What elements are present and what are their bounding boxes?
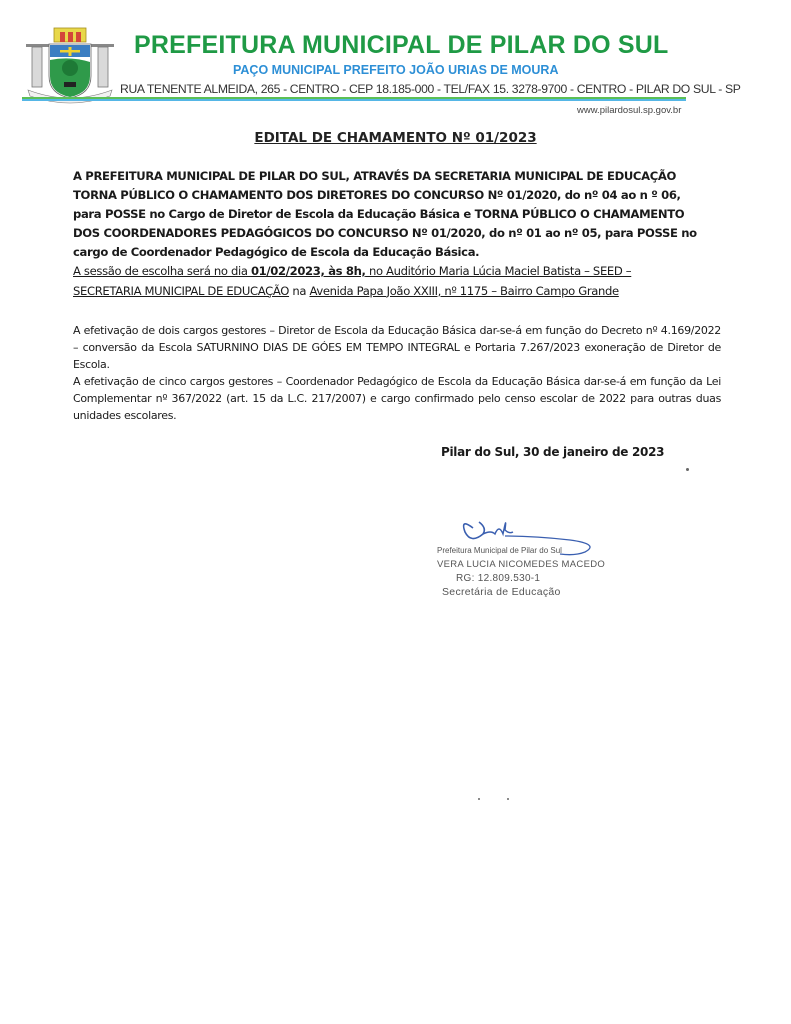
website-link[interactable]: www.pilardosul.sp.gov.br: [577, 105, 682, 116]
intro-line: para POSSE no Cargo de Diretor de Escola da Educação Básica e TORNA PÚBLICO O CHAMAMENTO: [73, 207, 685, 221]
paragraph-coordinators: A efetivação de cinco cargos gestores – Coordenador Pedagógico de Escola da Educação Básica dar-se-á em função da Lei Complementar nº 367/2022 (art. 15 da L.C. 217/2007) e cargo confirmado pelo censo escolar de 2022 para outras duas unidades escolares.: [73, 375, 721, 422]
document-title: EDITAL DE CHAMAMENTO Nº 01/2023: [254, 130, 537, 146]
session-line-1: [73, 262, 721, 282]
session-address: Avenida Papa João XXIII, nº 1175 – Bairro Campo Grande: [309, 283, 619, 298]
stamp-role: Secretária de Educação: [442, 586, 561, 598]
session-venue: no Auditório Maria Lúcia Maciel Batista – SEED –: [365, 264, 632, 278]
header-divider-blue: [22, 99, 686, 101]
session-info: [73, 262, 721, 301]
session-text: A sessão de escolha será no dia: [73, 264, 251, 278]
intro-line: TORNA PÚBLICO O CHAMAMENTO DOS DIRETORES DO CONCURSO Nº 01/2020, do nº 04 ao n º 06,: [73, 188, 681, 202]
stamp-rg: RG: 12.809.530-1: [456, 573, 541, 584]
announcement-intro: [73, 167, 721, 262]
session-secretariat: SECRETARIA MUNICIPAL DE EDUCAÇÃO: [73, 283, 290, 298]
scan-speck: [507, 798, 509, 800]
municipality-title: PREFEITURA MUNICIPAL DE PILAR DO SUL: [134, 31, 669, 59]
stamp-institution: Prefeitura Municipal de Pilar do Sul: [437, 546, 562, 555]
coat-of-arms-icon: [24, 26, 116, 104]
stamp-signatory-name: VERA LUCIA NICOMEDES MACEDO: [437, 559, 606, 570]
intro-line: cargo de Coordenador Pedagógico de Escola da Educação Básica.: [73, 245, 480, 259]
paragraph-directors: A efetivação de dois cargos gestores – Diretor de Escola da Educação Básica dar-se-á em função do Decreto nº 4.169/2022 – conversão da Escola SATURNINO DIAS DE GÓES EM TEMPO INTEGRAL e Portaria 7.267/2023 exoneração de Diretor de Escola.: [73, 324, 721, 371]
body-paragraphs: [73, 322, 721, 424]
intro-line: A PREFEITURA MUNICIPAL DE PILAR DO SUL, ATRAVÉS DA SECRETARIA MUNICIPAL DE EDUCAÇÃO: [73, 169, 676, 183]
scan-speck: [478, 798, 480, 800]
scan-speck: [686, 468, 689, 471]
session-line-2: [73, 282, 721, 302]
place-and-date: Pilar do Sul, 30 de janeiro de 2023: [441, 445, 665, 459]
session-datetime: 01/02/2023, às 8h,: [250, 264, 366, 278]
session-connector: na: [289, 283, 310, 298]
intro-line: DOS COORDENADORES PEDAGÓGICOS DO CONCURSO Nº 01/2020, do nº 01 ao nº 05, para POSSE no: [73, 226, 697, 240]
municipal-palace-subtitle: PAÇO MUNICIPAL PREFEITO JOÃO URIAS DE MOURA: [233, 63, 559, 77]
header-address: RUA TENENTE ALMEIDA, 265 - CENTRO - CEP 18.185-000 - TEL/FAX 15. 3278-9700 - CENTRO - PILAR DO SUL - SP: [120, 82, 741, 96]
